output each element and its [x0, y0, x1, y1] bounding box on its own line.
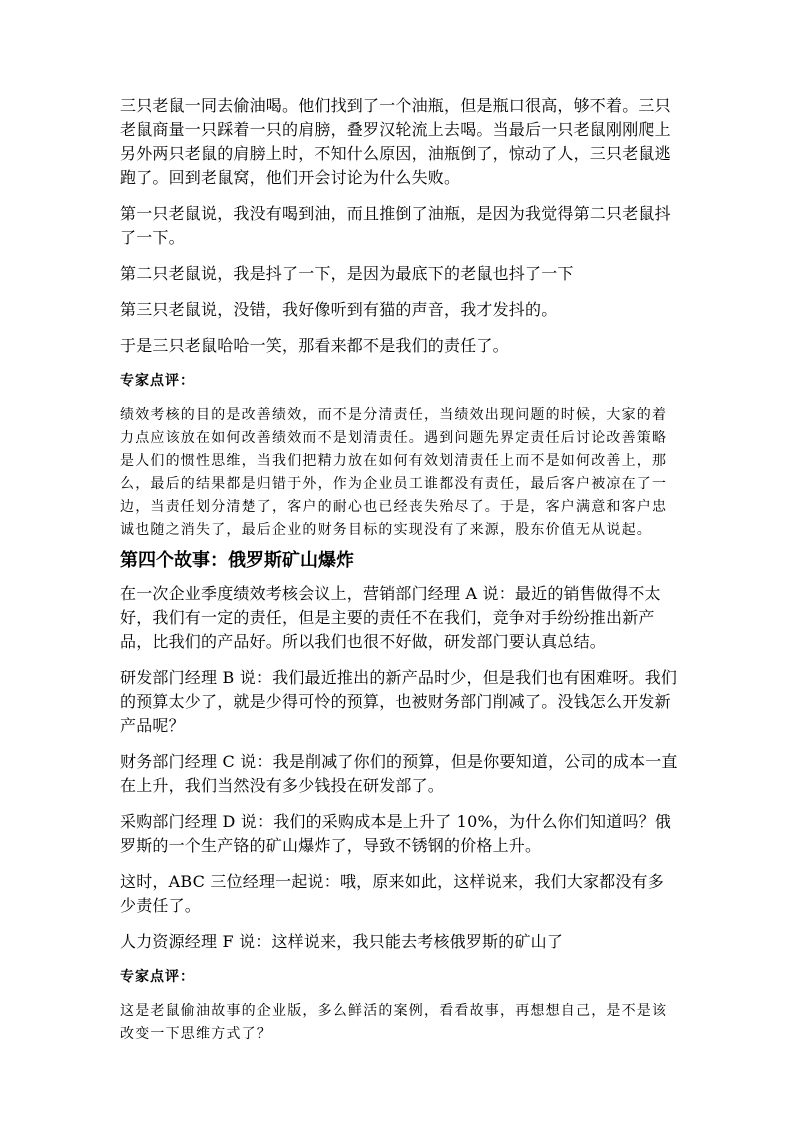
document-body [120, 94, 680, 1052]
story4-paragraph: 人力资源经理 F 说：这样说来，我只能去考核俄罗斯的矿山了 [120, 932, 564, 951]
story4-paragraph: 财务部门经理 C 说：我是削减了你们的预算，但是你要知道，公司的成本一直在上升，我们当然没有多少钱投在研发部了。 [120, 752, 678, 795]
story4-comment-label: 专家点评： [120, 969, 195, 985]
story4-paragraph: 研发部门经理 B 说：我们最近推出的新产品时少，但是我们也有困难呀。我们的预算太少了，就是少得可怜的预算，也被财务部门削减了。没钱怎么开发新产品呢？ [120, 668, 678, 735]
story3-paragraph: 第二只老鼠说，我是抖了一下，是因为最底下的老鼠也抖了一下 [120, 264, 574, 283]
story4-paragraph: 采购部门经理 D 说：我们的采购成本是上升了 10%，为什么你们知道吗？俄罗斯的一个生产铬的矿山爆炸了，导致不锈钢的价格上升。 [120, 812, 672, 855]
story3-comment: 绩效考核的目的是改善绩效，而不是分清责任，当绩效出现问题的时候，大家的着力点应该放在如何改善绩效而不是划清责任。遇到问题先界定责任后讨论改善策略是人们的惯性思维，当我们把精力放在如何有效划清责任上而不是如何改善上，那么，最后的结果都是归错于外，作为企业员工谁都没有责任，最后客户被凉在了一边，当责任划分清楚了，客户的耐心也已经丧失殆尽了。于是，客户满意和客户忠诚也随之消失了，最后企业的财务目标的实现没有了来源，股东价值无从说起。 [120, 407, 668, 538]
story4-comment: 这是老鼠偷油故事的企业版，多么鲜活的案例，看看故事，再想想自己，是不是该改变一下思维方式了？ [120, 1003, 668, 1042]
story3-paragraph: 三只老鼠一同去偷油喝。他们找到了一个油瓶，但是瓶口很高，够不着。三只老鼠商量一只踩着一只的肩膀，叠罗汉轮流上去喝。当最后一只老鼠刚刚爬上另外两只老鼠的肩膀上时，不知什么原因，油瓶倒了，惊动了人，三只老鼠逃跑了。回到老鼠窝，他们开会讨论为什么失败。 [120, 96, 671, 187]
story4-heading: 第四个故事：俄罗斯矿山爆炸 [120, 550, 354, 571]
story4-paragraph: 这时，ABC 三位经理一起说：哦，原来如此，这样说来，我们大家都没有多少责任了。 [120, 872, 664, 915]
story4-paragraph: 在一次企业季度绩效考核会议上，营销部门经理 A 说：最近的销售做得不太好，我们有一定的责任，但是主要的责任不在我们，竞争对手纷纷推出新产品，比我们的产品好。所以我们也很不好做，研发部门要认真总结。 [120, 584, 661, 651]
story3-comment-label: 专家点评： [120, 373, 195, 389]
story3-paragraph: 第三只老鼠说，没错，我好像听到有猫的声音，我才发抖的。 [120, 300, 558, 319]
story3-paragraph: 第一只老鼠说，我没有喝到油，而且推倒了油瓶，是因为我觉得第二只老鼠抖了一下。 [120, 204, 671, 247]
story3-paragraph: 于是三只老鼠哈哈一笑，那看来都不是我们的责任了。 [120, 336, 509, 355]
